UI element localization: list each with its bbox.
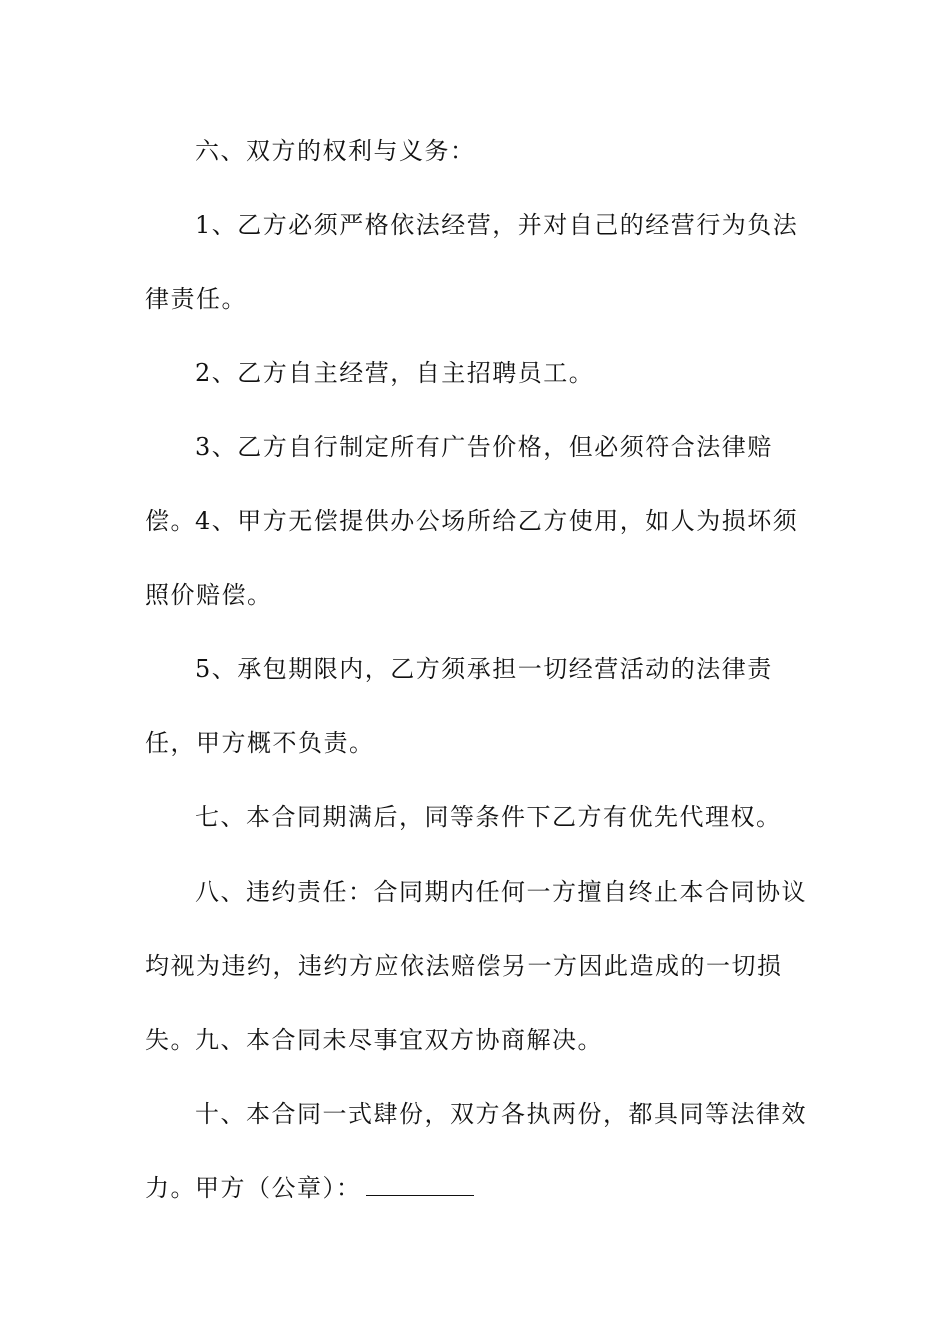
signature-blank-line [366, 1171, 474, 1196]
section-nine: 九、本合同未尽事宜双方协商解决。 [195, 1026, 603, 1054]
section-heading-rights-obligations: 六、双方的权利与义务： [195, 137, 476, 165]
section-seven: 七、本合同期满后，同等条件下乙方有优先代理权。 [195, 803, 782, 831]
clause-3: 3、乙方自行制定所有广告价格，但必须符合法律赔偿。 [145, 433, 773, 535]
clause-5: 5、承包期限内，乙方须承担一切经营活动的法律责任，甲方概不负责。 [145, 655, 773, 757]
party-a-signature-line [145, 1151, 815, 1225]
party-a-seal-label: 甲方（公章）： [195, 1174, 362, 1202]
clause-1: 1、乙方必须严格依法经营，并对自己的经营行为负法律责任。 [145, 211, 799, 313]
section-eight-breach: 八、违约责任：合同期内任何一方擅自终止本合同协议均视为违约，违约方应依法赔偿另一方因此造成的一切损失。 [145, 878, 807, 1054]
section-ten: 十、本合同一式肆份，双方各执两份，都具同等法律效力。 [145, 1100, 807, 1202]
clause-4: 4、甲方无偿提供办公场所给乙方使用，如人为损坏须照价赔偿。 [145, 507, 799, 609]
clause-2: 2、乙方自主经营，自主招聘员工。 [195, 359, 595, 387]
